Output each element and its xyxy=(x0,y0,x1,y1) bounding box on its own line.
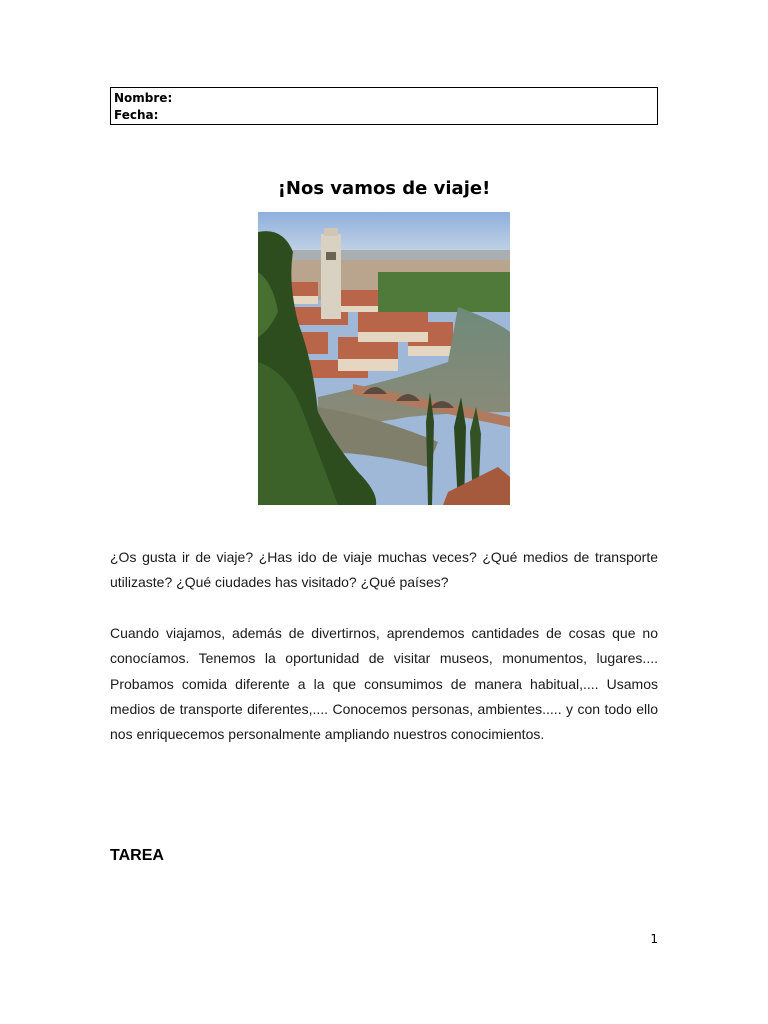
task-heading: TAREA xyxy=(110,847,164,864)
intro-paragraph: ¿Os gusta ir de viaje? ¿Has ido de viaje muchas veces? ¿Qué medios de transporte utilizaste? ¿Qué ciudades has visitado? ¿Qué países? xyxy=(110,549,658,591)
page-number: 1 xyxy=(650,932,658,946)
student-info-box xyxy=(110,87,658,125)
page-title: ¡Nos vamos de viaje! xyxy=(277,178,491,199)
date-label: Fecha: xyxy=(114,108,159,122)
body-paragraph: Cuando viajamos, además de divertirnos, aprendemos cantidades de cosas que no conocíamos. Tenemos la oportunidad de visitar museos, monumentos, lugares.... Probamos comida diferente a la que consumimos de manera habitual,.... Usamos medios de transporte diferentes,.... Conocemos personas, ambientes..... y con todo ello nos enriquecemos personalmente ampliando nuestros conocimientos. xyxy=(110,625,658,743)
city-river-photo xyxy=(258,212,510,505)
name-label: Nombre: xyxy=(114,91,173,105)
